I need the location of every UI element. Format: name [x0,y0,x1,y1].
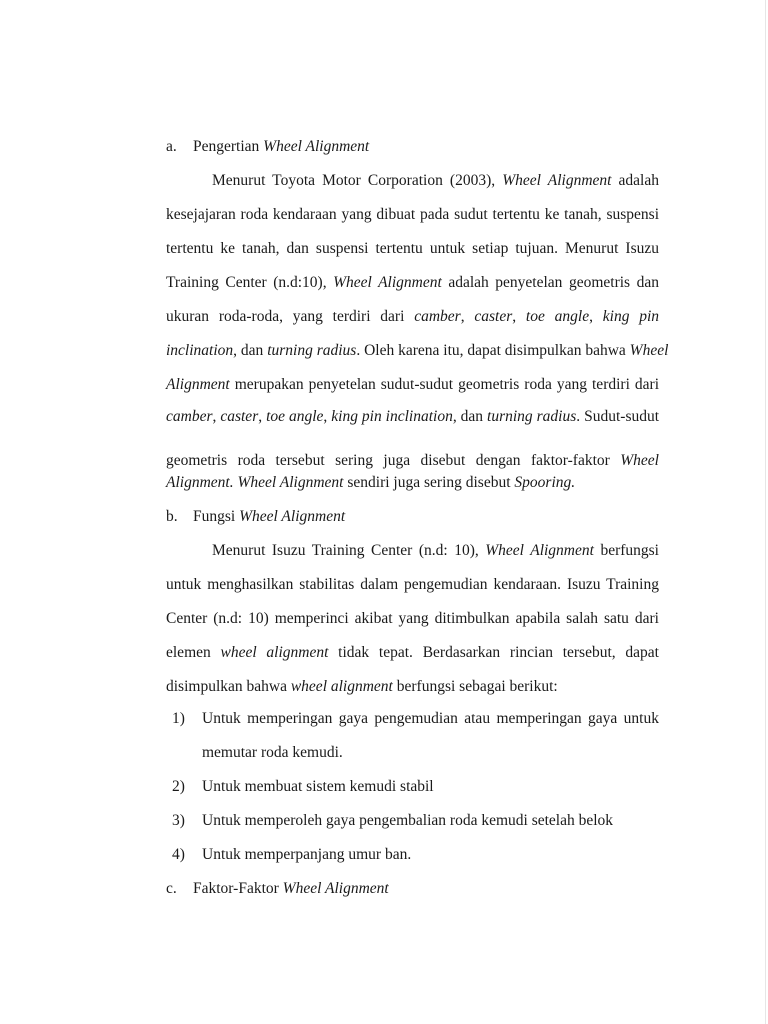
italic-term: turning radius [487,408,577,425]
italic-term: caster [220,408,259,425]
para-b-line-5 [166,677,659,697]
section-b-title-italic: Wheel Alignment [239,508,346,525]
italic-term: wheel alignment [220,644,329,661]
text-run: , [460,308,475,325]
text-run: tidak tepat. Berdasarkan rincian tersebut, dapat [328,644,659,661]
para-a-line-3: tertentu ke tanah, dan suspensi tertentu untuk setiap tujuan. Menurut Isuzu [166,240,659,257]
text-run: , [512,308,526,325]
list-number: 3) [172,812,185,829]
text-run: . Oleh karena itu, dapat disimpulkan bahwa [356,342,630,359]
para-a-line-7 [166,375,659,395]
italic-term: toe angle [266,408,324,425]
para-b-line-1 [212,541,659,561]
text-run: berfungsi sebagai berikut: [392,678,558,695]
text-run: . Sudut-sudut [576,408,660,425]
italic-term: caster [474,308,513,325]
list-item [172,709,659,729]
section-c-heading [166,879,659,899]
list-number: 2) [172,778,185,795]
text-run: Menurut Toyota Motor Corporation (2003), [212,172,503,189]
text-run: , [212,408,221,425]
section-b-heading [166,507,659,527]
italic-term: king pin inclination [331,408,453,425]
text-run: elemen [166,644,221,661]
italic-term: Wheel Alignment [485,542,594,559]
text-run: , [258,408,267,425]
text-run: merupakan penyetelan sudut-sudut geometris roda yang terdiri dari [229,376,659,393]
italic-term: wheel alignment [290,678,393,695]
section-a-title-italic: Wheel Alignment [263,138,370,155]
list-text: Untuk memperpanjang umur ban. [202,846,412,863]
para-a-line-9 [166,451,659,471]
page-edge [765,0,766,1024]
italic-term: Alignment. Wheel Alignment [166,474,344,491]
para-a-line-5 [166,307,659,327]
list-text: Untuk memperoleh gaya pengembalian roda kemudi setelah belok [202,812,614,829]
list-number: 4) [172,846,185,863]
text-run: Menurut Isuzu Training Center (n.d: 10), [212,542,486,559]
section-a-heading [166,137,659,157]
section-a-label: a. [166,138,177,155]
list-number: 1) [172,710,185,727]
italic-term: inclination [166,342,234,359]
section-a-title: Pengertian [193,138,264,155]
italic-term: toe angle [525,308,590,325]
para-a-line-6 [166,341,669,361]
text-run: , [323,408,332,425]
list-text: Untuk memperingan gaya pengemudian atau memperingan gaya untuk [202,710,659,727]
text-run: berfungsi [593,542,659,559]
list-item [172,845,659,865]
text-run: adalah penyetelan geometris dan [441,274,659,291]
para-b-line-4 [166,643,659,663]
text-run: Training Center (n.d:10), [166,274,334,291]
italic-term: Wheel Alignment [333,274,442,291]
text-run: adalah [611,172,659,189]
para-a-line-10 [166,473,659,493]
italic-term: camber [166,408,213,425]
section-b-title: Fungsi [193,508,240,525]
para-a-line-2: kesejajaran roda kendaraan yang dibuat pada sudut tertentu ke tanah, suspensi [166,206,659,223]
para-b-line-3: Center (n.d: 10) memperinci akibat yang ditimbulkan apabila salah satu dari [166,610,659,627]
text-run: , dan [452,408,488,425]
italic-term: Wheel Alignment [502,172,612,189]
italic-term: Alignment [166,376,230,393]
section-c-label: c. [166,880,177,897]
text-run: disimpulkan bahwa [166,678,291,695]
italic-term: Wheel [620,452,659,469]
italic-term: Spooring. [514,474,576,491]
para-a-line-1 [212,171,659,191]
italic-term: turning radius [267,342,357,359]
section-b-label: b. [166,508,178,525]
text-run: sendiri juga sering disebut [343,474,515,491]
para-a-line-4 [166,273,659,293]
text-run: ukuran roda-roda, yang terdiri dari [166,308,415,325]
para-a-line-8 [166,407,659,427]
text-run: , [589,308,603,325]
italic-term: king pin [602,308,660,325]
list-text: Untuk membuat sistem kemudi stabil [202,778,434,795]
text-run: , dan [233,342,268,359]
section-c-title-italic: Wheel Alignment [282,880,389,897]
section-c-title: Faktor-Faktor [193,880,283,897]
italic-term: camber [414,308,461,325]
text-run: geometris roda tersebut sering juga disebut dengan faktor-faktor [166,452,621,469]
para-b-line-2: untuk menghasilkan stabilitas dalam pengemudian kendaraan. Isuzu Training [166,576,659,593]
list-item-continuation: memutar roda kemudi. [202,744,343,761]
list-item [172,811,659,831]
list-item [172,777,659,797]
italic-term: Wheel [629,342,669,359]
